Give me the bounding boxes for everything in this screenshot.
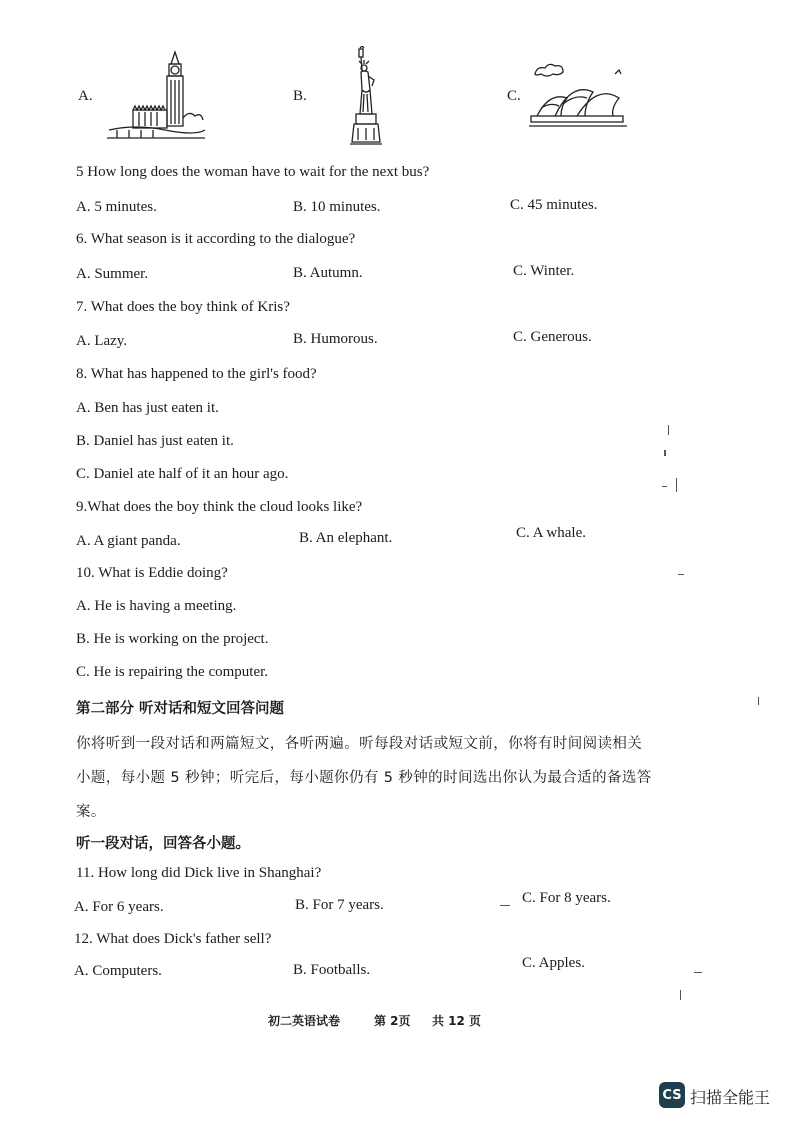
picture-option-b-label: B.	[293, 88, 307, 104]
question-12-option-b: B. Footballs.	[293, 962, 371, 978]
question-10-option-b: B. He is working on the project.	[76, 631, 269, 647]
statue-of-liberty-icon	[344, 46, 388, 148]
scan-speck	[680, 990, 681, 1000]
question-9-option-b: B. An elephant.	[299, 530, 393, 546]
sydney-opera-house-icon	[527, 62, 631, 132]
camscanner-logo: CS	[659, 1082, 685, 1108]
footer-total-pages: 共 12 页	[432, 1014, 482, 1028]
question-7-option-a: A. Lazy.	[76, 333, 128, 349]
question-6-option-a: A. Summer.	[76, 266, 149, 282]
question-5-stem: 5 How long does the woman have to wait for the next bus?	[76, 164, 430, 180]
scan-speck	[668, 425, 669, 435]
part-2-subheading: 听一段对话，回答各小题。	[76, 836, 250, 852]
question-10-option-c: C. He is repairing the computer.	[76, 664, 269, 680]
scan-speck	[758, 697, 759, 705]
camscanner-watermark-text: 扫描全能王	[690, 1088, 771, 1107]
question-6-stem: 6. What season is it according to the dialogue?	[76, 231, 356, 247]
question-5-option-b: B. 10 minutes.	[293, 199, 381, 215]
question-5-option-a: A. 5 minutes.	[76, 199, 157, 215]
question-8-option-c: C. Daniel ate half of it an hour ago.	[76, 466, 289, 482]
picture-option-c-label: C.	[507, 88, 521, 104]
part-2-heading: 第二部分 听对话和短文回答问题	[76, 701, 285, 717]
scan-speck	[678, 574, 684, 575]
question-8-stem: 8. What has happened to the girl's food?	[76, 366, 317, 382]
question-9-stem: 9.What does the boy think the cloud looks like?	[76, 499, 363, 515]
question-7-option-c: C. Generous.	[513, 329, 592, 345]
scan-speck	[664, 450, 666, 456]
footer-page-number: 第 2页	[374, 1014, 411, 1028]
question-12-stem: 12. What does Dick's father sell?	[74, 931, 272, 947]
question-12-option-a: A. Computers.	[74, 963, 162, 979]
question-9-option-c: C. A whale.	[516, 525, 586, 541]
part-2-instructions-line-2: 小题，每小题 5 秒钟；听完后，每小题你仍有 5 秒钟的时间选出你认为最合适的备选答	[76, 770, 652, 786]
question-10-stem: 10. What is Eddie doing?	[76, 565, 228, 581]
question-6-option-c: C. Winter.	[513, 263, 575, 279]
question-11-option-a: A. For 6 years.	[74, 899, 164, 915]
part-2-instructions-line-1: 你将听到一段对话和两篇短文，各听两遍。听每段对话或短文前，你将有时间阅读相关	[76, 736, 643, 752]
question-11-option-c: C. For 8 years.	[522, 890, 611, 906]
question-6-option-b: B. Autumn.	[293, 265, 363, 281]
question-11-stem: 11. How long did Dick live in Shanghai?	[76, 865, 322, 881]
part-2-instructions-line-3: 案。	[76, 804, 106, 820]
question-7-stem: 7. What does the boy think of Kris?	[76, 299, 290, 315]
picture-option-a-label: A.	[78, 88, 93, 104]
question-5-option-c: C. 45 minutes.	[510, 197, 598, 213]
big-ben-icon	[105, 48, 207, 146]
question-12-option-c: C. Apples.	[522, 955, 585, 971]
scan-speck	[694, 972, 702, 973]
scan-speck	[676, 478, 677, 492]
question-9-option-a: A. A giant panda.	[76, 533, 181, 549]
question-8-option-a: A. Ben has just eaten it.	[76, 400, 219, 416]
scan-speck	[662, 486, 667, 487]
question-8-option-b: B. Daniel has just eaten it.	[76, 433, 234, 449]
footer-exam-title: 初二英语试卷	[268, 1014, 341, 1028]
scan-speck	[500, 905, 510, 906]
question-7-option-b: B. Humorous.	[293, 331, 378, 347]
question-11-option-b: B. For 7 years.	[295, 897, 384, 913]
question-10-option-a: A. He is having a meeting.	[76, 598, 237, 614]
